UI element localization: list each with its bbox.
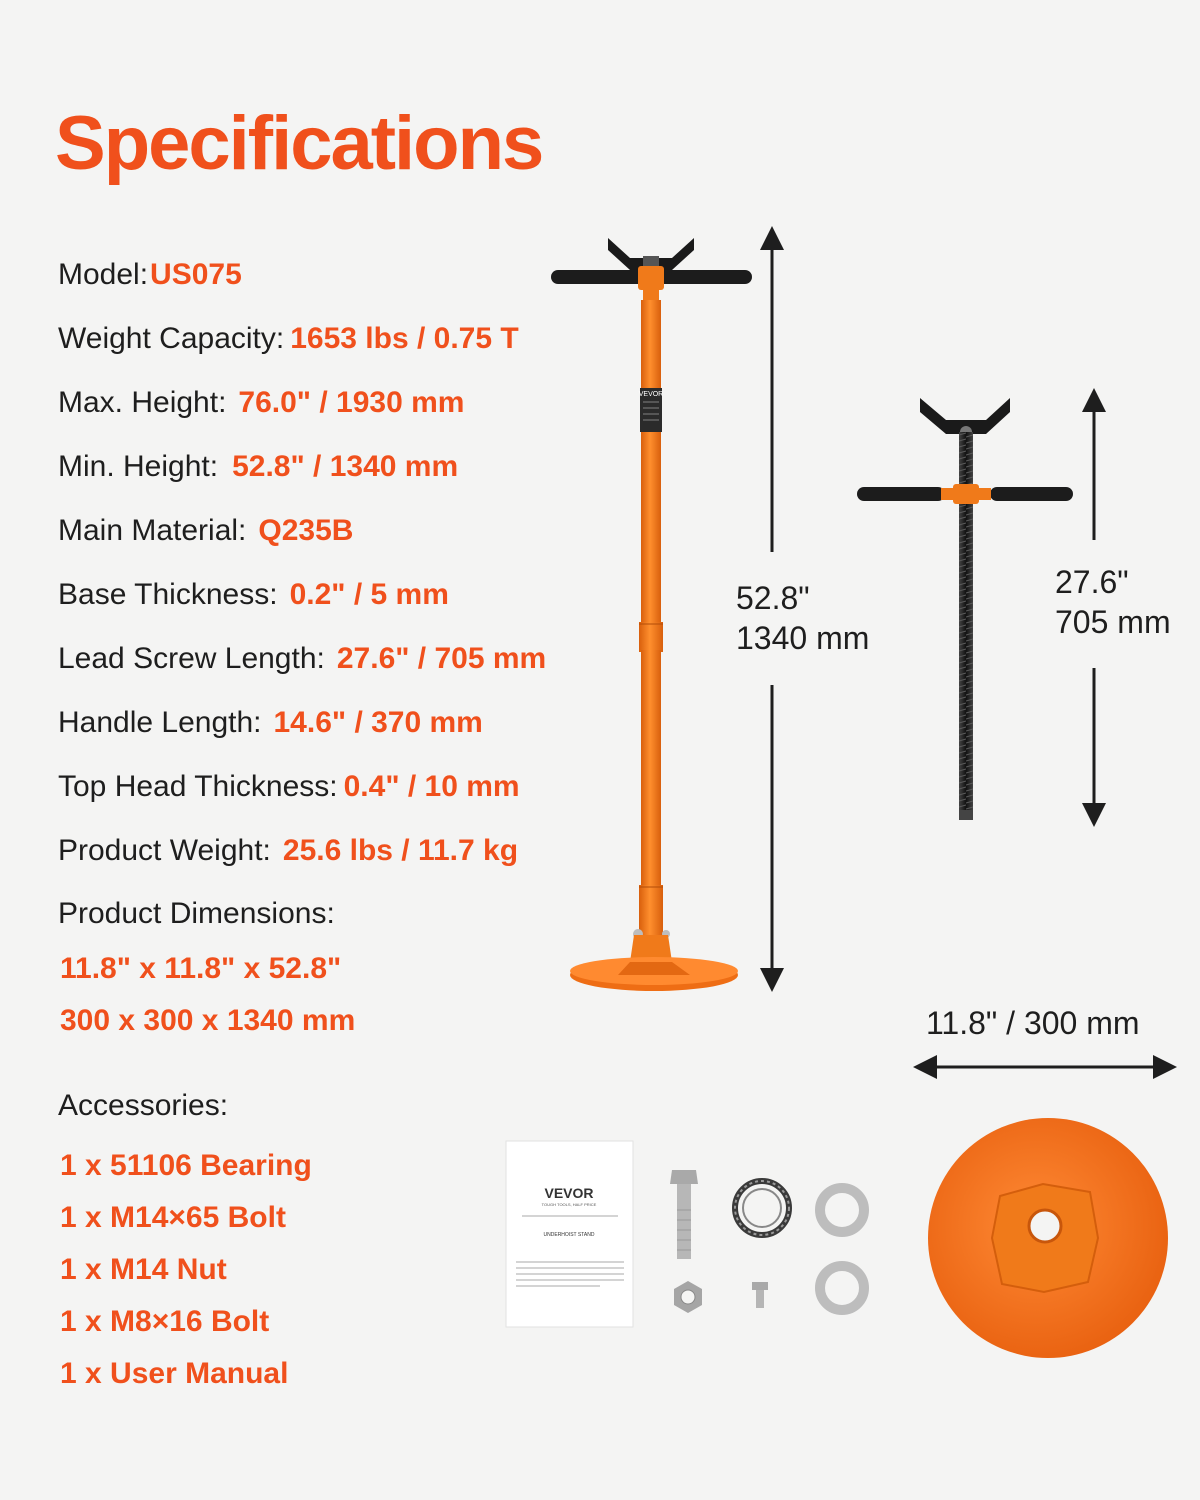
spec-value: 25.6 lbs / 11.7 kg: [282, 834, 519, 867]
label-sticker-text: VEVOR: [638, 391, 664, 398]
stand-height-label: [736, 578, 869, 658]
spec-label: Main Material:: [58, 514, 247, 547]
accessory-item: 1 x M14 Nut: [60, 1253, 227, 1286]
accessory-item: 1 x M8×16 Bolt: [60, 1305, 270, 1338]
spec-label: Handle Length:: [58, 706, 262, 739]
washer-illustration: [820, 1188, 864, 1232]
stand-height-in: 52.8": [736, 580, 810, 616]
dimensions-metric: 300 x 300 x 1340 mm: [60, 1004, 356, 1037]
spec-label: Top Head Thickness:: [58, 770, 338, 803]
spec-label: Weight Capacity:: [58, 322, 285, 355]
screw-length-label: [1055, 562, 1171, 642]
spec-label: Max. Height:: [58, 386, 227, 419]
manual-tagline: TOUGH TOOLS, HALF PRICE: [541, 1202, 597, 1207]
base-width-label: 11.8" / 300 mm: [926, 1005, 1140, 1041]
lead-screw-illustration: [857, 398, 1073, 820]
base-plate-illustration: [928, 1118, 1168, 1358]
spec-label: Base Thickness:: [58, 578, 278, 611]
bearing-illustration: [735, 1181, 789, 1235]
page-title: Specifications: [55, 101, 543, 186]
accessory-item: 1 x M14×65 Bolt: [60, 1201, 286, 1234]
spec-label: Product Weight:: [58, 834, 271, 867]
spec-label: Model:: [58, 258, 149, 291]
m14-bolt-illustration: [670, 1170, 698, 1259]
washer-illustration: [820, 1266, 864, 1310]
jack-stand-illustration: [551, 238, 752, 991]
accessory-item: 1 x 51106 Bearing: [60, 1149, 312, 1182]
m14-nut-illustration: [674, 1281, 702, 1313]
spec-label: Lead Screw Length:: [58, 642, 325, 675]
spec-value: 52.8" / 1340 mm: [232, 450, 459, 483]
user-manual-illustration: [506, 1141, 633, 1327]
accessory-item: 1 x User Manual: [60, 1357, 289, 1390]
stand-height-mm: 1340 mm: [736, 620, 870, 656]
spec-value: 14.6" / 370 mm: [273, 706, 483, 739]
manual-product-name: UNDERHOIST STAND: [543, 1232, 595, 1238]
spec-value: 27.6" / 705 mm: [336, 642, 547, 675]
spec-value: US075: [150, 258, 242, 291]
dimensions-imperial: 11.8" x 11.8" x 52.8": [60, 952, 342, 985]
spec-value: 76.0" / 1930 mm: [238, 386, 465, 419]
screw-length-in: 27.6": [1055, 564, 1129, 600]
dimensions-label: Product Dimensions:: [58, 897, 335, 930]
accessories-label: Accessories:: [58, 1089, 229, 1122]
spec-label: Min. Height:: [58, 450, 219, 483]
spec-value: 1653 lbs / 0.75 T: [290, 322, 519, 355]
screw-length-mm: 705 mm: [1055, 604, 1171, 640]
spec-value: Q235B: [258, 514, 354, 547]
spec-value: 0.2" / 5 mm: [289, 578, 449, 611]
m8-bolt-illustration: [752, 1282, 768, 1308]
manual-brand: VEVOR: [544, 1185, 594, 1201]
spec-value: 0.4" / 10 mm: [343, 770, 520, 803]
